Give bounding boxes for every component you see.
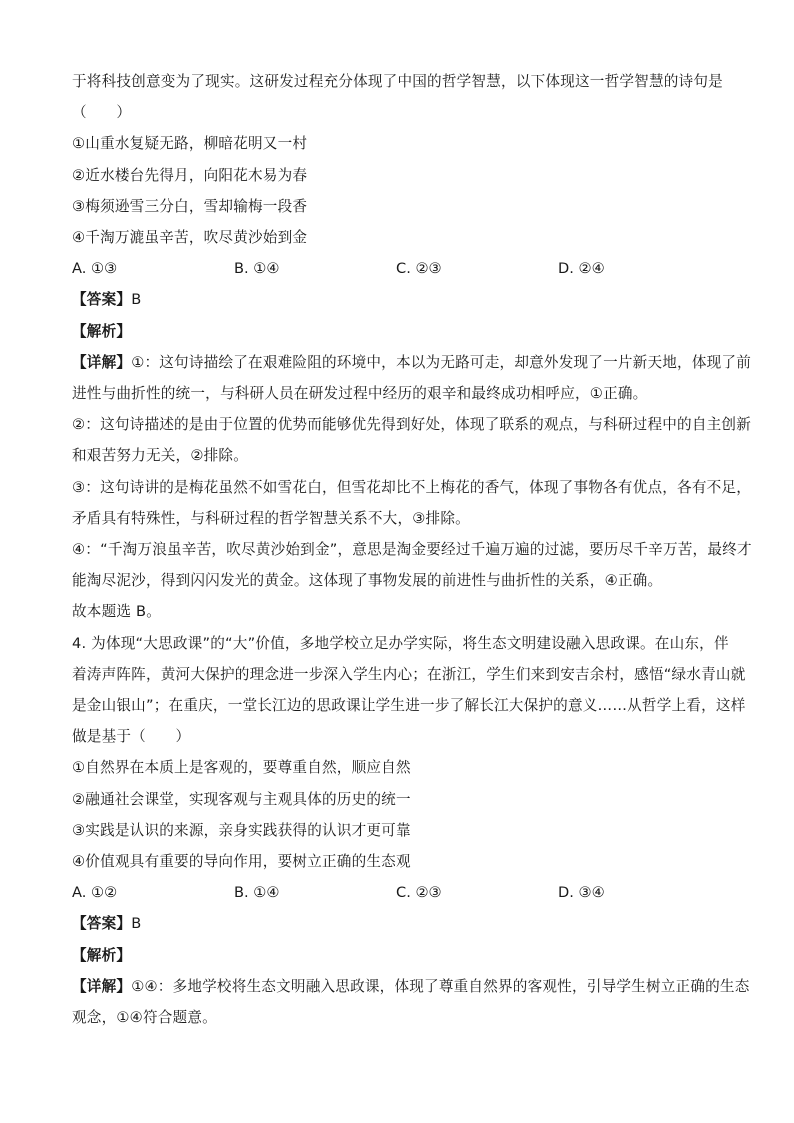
- q4-stem-line-1: 4. 为体现“大思政课”的“大”价值，多地学校立足办学实际，将生态文明建设融入思政课。在山东，伴: [72, 634, 729, 652]
- q4-option-b: B. ①④: [234, 884, 280, 902]
- q4-stem-line-2: 着涛声阵阵，黄河大保护的理念进一步深入学生内心；在浙江，学生们来到安吉余村，感悟“绿水青山就: [72, 665, 746, 683]
- q3-detail-line-3: ②：这句诗描述的是由于位置的优势而能够优先得到好处，体现了联系的观点，与科研过程中的自主创新: [72, 416, 752, 434]
- q3-stem-blank: （ ）: [72, 104, 132, 122]
- q3-answer: [72, 284, 724, 315]
- q4-detail-line-2: 观念，①④符合题意。: [72, 1009, 217, 1027]
- q3-option-c: C. ②③: [396, 260, 442, 278]
- q4-item-1: ①自然界在本质上是客观的，要尊重自然，顺应自然: [72, 759, 411, 777]
- q3-item-4: ④千淘万漉虽辛苦，吹尽黄沙始到金: [72, 229, 308, 247]
- q3-answer-label: 【答案】: [72, 291, 132, 309]
- q3-option-b: B. ①④: [234, 260, 280, 278]
- q4-detail-label: 【详解】: [72, 977, 132, 995]
- q4-options: [72, 877, 724, 908]
- q4-item-4: ④价值观具有重要的导向作用，要树立正确的生态观: [72, 853, 411, 871]
- q3-item-3: ③梅须逊雪三分白，雪却输梅一段香: [72, 197, 308, 215]
- q4-stem-line-3: 是金山银山”；在重庆，一堂长江边的思政课让学生进一步了解长江大保护的意义……从哲学上看，这样: [72, 697, 746, 715]
- q3-detail-text-1: ①：这句诗描绘了在艰难险阻的环境中，本以为无路可走，却意外发现了一片新天地，体现了前: [131, 353, 752, 371]
- q3-detail-line-4: 和艰苦努力无关，②排除。: [72, 447, 249, 465]
- q3-item-2: ②近水楼台先得月，向阳花木易为春: [72, 166, 308, 184]
- q4-analysis: [72, 940, 724, 971]
- q4-option-c: C. ②③: [396, 884, 442, 902]
- q4-answer-label: 【答案】: [72, 915, 132, 933]
- q4-detail-line-1: [72, 971, 750, 1002]
- q4-item-3: ③实践是认识的来源，亲身实践获得的认识才更可靠: [72, 821, 411, 839]
- q3-answer-value: B: [131, 291, 142, 309]
- q3-analysis-label: 【解析】: [72, 322, 132, 340]
- q3-detail-label: 【详解】: [72, 353, 132, 371]
- q3-option-a: A. ①③: [72, 260, 118, 278]
- q4-detail-text-1: ①④：多地学校将生态文明融入思政课，体现了尊重自然界的客观性，引导学生树立正确的生态: [131, 977, 750, 995]
- q3-detail-line-8: 能淘尽泥沙，得到闪闪发光的黄金。这体现了事物发展的前进性与曲折性的关系，④正确。: [72, 572, 663, 590]
- q3-item-1: ①山重水复疑无路，柳暗花明又一村: [72, 135, 308, 153]
- q3-detail-line-5: ③：这句诗讲的是梅花虽然不如雪花白，但雪花却比不上梅花的香气，体现了事物各有优点，各有不足，: [72, 478, 752, 496]
- q3-detail-line-2: 进性与曲折性的统一，与科研人员在研发过程中经历的艰辛和最终成功相呼应，①正确。: [72, 385, 648, 403]
- q3-conclusion: 故本题选 B。: [72, 603, 162, 621]
- q3-detail-line-7: ④：“千淘万浪虽辛苦，吹尽黄沙始到金”，意思是淘金要经过千遍万遍的过滤，要历尽千辛万苦，最终才: [72, 541, 752, 559]
- q3-detail-line-1: [72, 347, 752, 378]
- q3-stem-line-1: 于将科技创意变为了现实。这研发过程充分体现了中国的哲学智慧，以下体现这一哲学智慧的诗句是: [72, 73, 723, 90]
- q3-option-d: D. ②④: [558, 260, 605, 278]
- q4-option-d: D. ③④: [558, 884, 605, 902]
- q3-analysis: [72, 316, 724, 347]
- q4-stem-line-4: 做是基于（ ）: [72, 728, 191, 746]
- q3-options: [72, 253, 724, 284]
- q4-analysis-label: 【解析】: [72, 946, 132, 964]
- q4-option-a: A. ①②: [72, 884, 118, 902]
- q4-item-2: ②融通社会课堂，实现客观与主观具体的历史的统一: [72, 790, 411, 808]
- q3-detail-line-6: 矛盾具有特殊性，与科研过程的哲学智慧关系不大，③排除。: [72, 509, 470, 527]
- q4-answer-value: B: [131, 915, 142, 933]
- q4-answer: [72, 908, 724, 939]
